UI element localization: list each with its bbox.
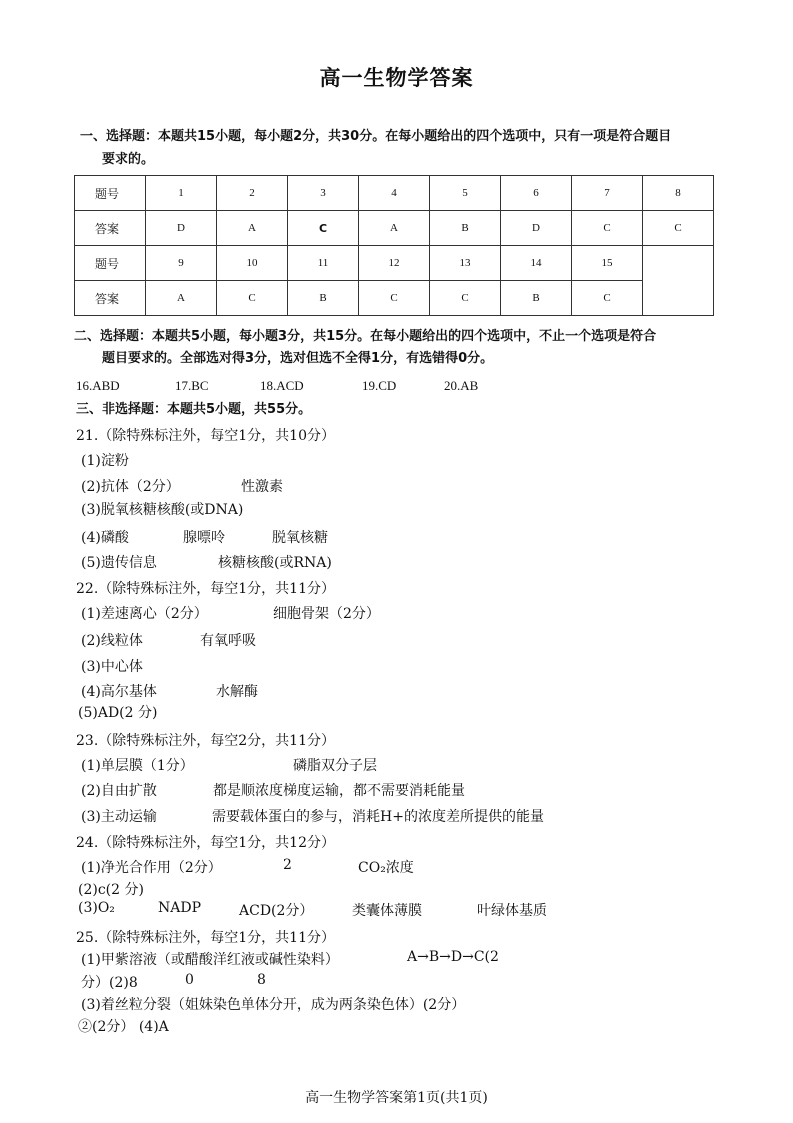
answer-cell: D — [146, 211, 217, 246]
q25-answer-1b: A→B→D→C(2 — [407, 949, 499, 965]
q21-header: 21.（除特殊标注外，每空1分，共10分） — [76, 428, 335, 444]
question-label: 题号 — [75, 176, 146, 211]
table-row — [75, 281, 714, 316]
answer-cell: B — [430, 211, 501, 246]
question-number: 9 — [146, 246, 217, 281]
multi-answer: 17.BC — [175, 378, 209, 393]
q25-answer-1c: 分）(2)8 — [81, 975, 138, 991]
q22-answer-3: (3)中心体 — [81, 659, 143, 675]
q24-answer-3e: 叶绿体基质 — [477, 903, 547, 919]
q24-answer-1c: CO₂浓度 — [358, 860, 414, 876]
q21-answer-4c: 脱氧核糖 — [272, 530, 328, 546]
q21-answer-5: (5)遗传信息 — [81, 555, 157, 571]
q21-answer-4b: 腺嘌呤 — [183, 530, 225, 546]
q22-answer-1: (1)差速离心（2分） — [81, 606, 208, 622]
q22-answer-5: (5)AD(2 分) — [78, 705, 158, 721]
q21-answer-4: (4)磷酸 — [81, 530, 129, 546]
q21-answer-3: (3)脱氧核糖核酸(或DNA) — [81, 502, 244, 518]
section3-heading: 三、非选择题：本题共5小题，共55分。 — [76, 402, 312, 417]
answer-cell: D — [501, 211, 572, 246]
question-number: 14 — [501, 246, 572, 281]
page-footer: 高一生物学答案第1页(共1页) — [305, 1090, 488, 1106]
q21-answer-2: (2)抗体（2分） — [81, 479, 180, 495]
answer-cell: A — [146, 281, 217, 316]
q23-header: 23.（除特殊标注外，每空2分，共11分） — [76, 733, 335, 749]
q25-answer-1e: 8 — [257, 972, 266, 988]
question-number: 4 — [359, 176, 430, 211]
multi-answer: 20.AB — [444, 378, 479, 393]
q21-answer-2b: 性激素 — [241, 479, 283, 495]
section1-line2: 要求的。 — [102, 152, 155, 167]
table-row — [75, 246, 714, 281]
q23-answer-3b: 需要载体蛋白的参与，消耗H+的浓度差所提供的能量 — [212, 809, 544, 825]
q22-answer-2: (2)线粒体 — [81, 633, 143, 649]
question-number: 3 — [288, 176, 359, 211]
q22-answer-4: (4)高尔基体 — [81, 684, 157, 700]
q24-header: 24.（除特殊标注外，每空1分，共12分） — [76, 835, 335, 851]
answer-cell: C — [288, 211, 359, 246]
answer-cell: C — [643, 211, 714, 246]
q25-answer-1d: 0 — [185, 972, 194, 988]
question-number: 6 — [501, 176, 572, 211]
question-number: 2 — [217, 176, 288, 211]
page-title: 高一生物学答案 — [319, 66, 474, 90]
question-number: 7 — [572, 176, 643, 211]
question-number: 10 — [217, 246, 288, 281]
q25-answer-3b: ②(2分） (4)A — [78, 1019, 169, 1035]
q23-answer-2: (2)自由扩散 — [81, 783, 157, 799]
question-number: 8 — [643, 176, 714, 211]
q22-answer-2b: 有氧呼吸 — [200, 633, 256, 649]
q25-answer-3: (3)着丝粒分裂（姐妹染色单体分开，成为两条染色体）(2分） — [81, 997, 466, 1013]
answer-cell: C — [572, 211, 643, 246]
answer-cell: B — [288, 281, 359, 316]
question-number: 12 — [359, 246, 430, 281]
multi-answer: 18.ACD — [260, 378, 304, 393]
empty-cell — [643, 246, 714, 316]
multi-answer: 19.CD — [362, 378, 397, 393]
answer-cell: A — [217, 211, 288, 246]
q24-answer-3d: 类囊体薄膜 — [352, 903, 422, 919]
q23-answer-1: (1)单层膜（1分） — [81, 758, 194, 774]
table-row — [75, 176, 714, 211]
table-row — [75, 211, 714, 246]
question-label: 题号 — [75, 246, 146, 281]
q21-answer-1: (1)淀粉 — [81, 453, 129, 469]
q24-answer-2: (2)c(2 分) — [78, 882, 144, 898]
section2-instructions — [74, 326, 734, 370]
q22-header: 22.（除特殊标注外，每空1分，共11分） — [76, 581, 335, 597]
answer-cell: A — [359, 211, 430, 246]
answer-cell: B — [501, 281, 572, 316]
section1-line1: 一、选择题：本题共15小题，每小题2分，共30分。在每小题给出的四个选项中，只有一项是符合题目 — [80, 129, 672, 144]
section2-line1: 二、选择题：本题共5小题，每小题3分，共15分。在每小题给出的四个选项中，不止一个选项是符合 — [74, 329, 657, 344]
answer-label: 答案 — [75, 211, 146, 246]
q25-header: 25.（除特殊标注外，每空1分，共11分） — [76, 930, 335, 946]
multi-answer: 16.ABD — [76, 378, 120, 393]
section1-instructions — [80, 125, 730, 171]
q24-answer-1: (1)净光合作用（2分） — [81, 860, 222, 876]
q22-answer-1b: 细胞骨架（2分） — [273, 606, 380, 622]
q23-answer-1b: 磷脂双分子层 — [293, 758, 377, 774]
q23-answer-2b: 都是顺浓度梯度运输，都不需要消耗能量 — [213, 783, 465, 799]
question-number: 11 — [288, 246, 359, 281]
question-number: 15 — [572, 246, 643, 281]
answer-cell: C — [572, 281, 643, 316]
question-number: 13 — [430, 246, 501, 281]
q22-answer-4b: 水解酶 — [216, 684, 258, 700]
q24-answer-3c: ACD(2分） — [239, 903, 314, 919]
question-number: 5 — [430, 176, 501, 211]
answer-cell: C — [217, 281, 288, 316]
answer-table — [74, 175, 714, 316]
question-number: 1 — [146, 176, 217, 211]
q24-answer-3b: NADP — [158, 900, 202, 916]
answer-cell: C — [430, 281, 501, 316]
answer-cell: C — [359, 281, 430, 316]
q23-answer-3: (3)主动运输 — [81, 809, 157, 825]
q24-answer-3: (3)O₂ — [78, 900, 115, 916]
answer-label: 答案 — [75, 281, 146, 316]
section2-line2: 题目要求的。全部选对得3分，选对但选不全得1分，有选错得0分。 — [102, 351, 494, 366]
q24-answer-1b: 2 — [283, 857, 292, 873]
q25-answer-1: (1)甲紫溶液（或醋酸洋红液或碱性染料） — [81, 952, 339, 968]
q21-answer-5b: 核糖核酸(或RNA) — [218, 555, 332, 571]
